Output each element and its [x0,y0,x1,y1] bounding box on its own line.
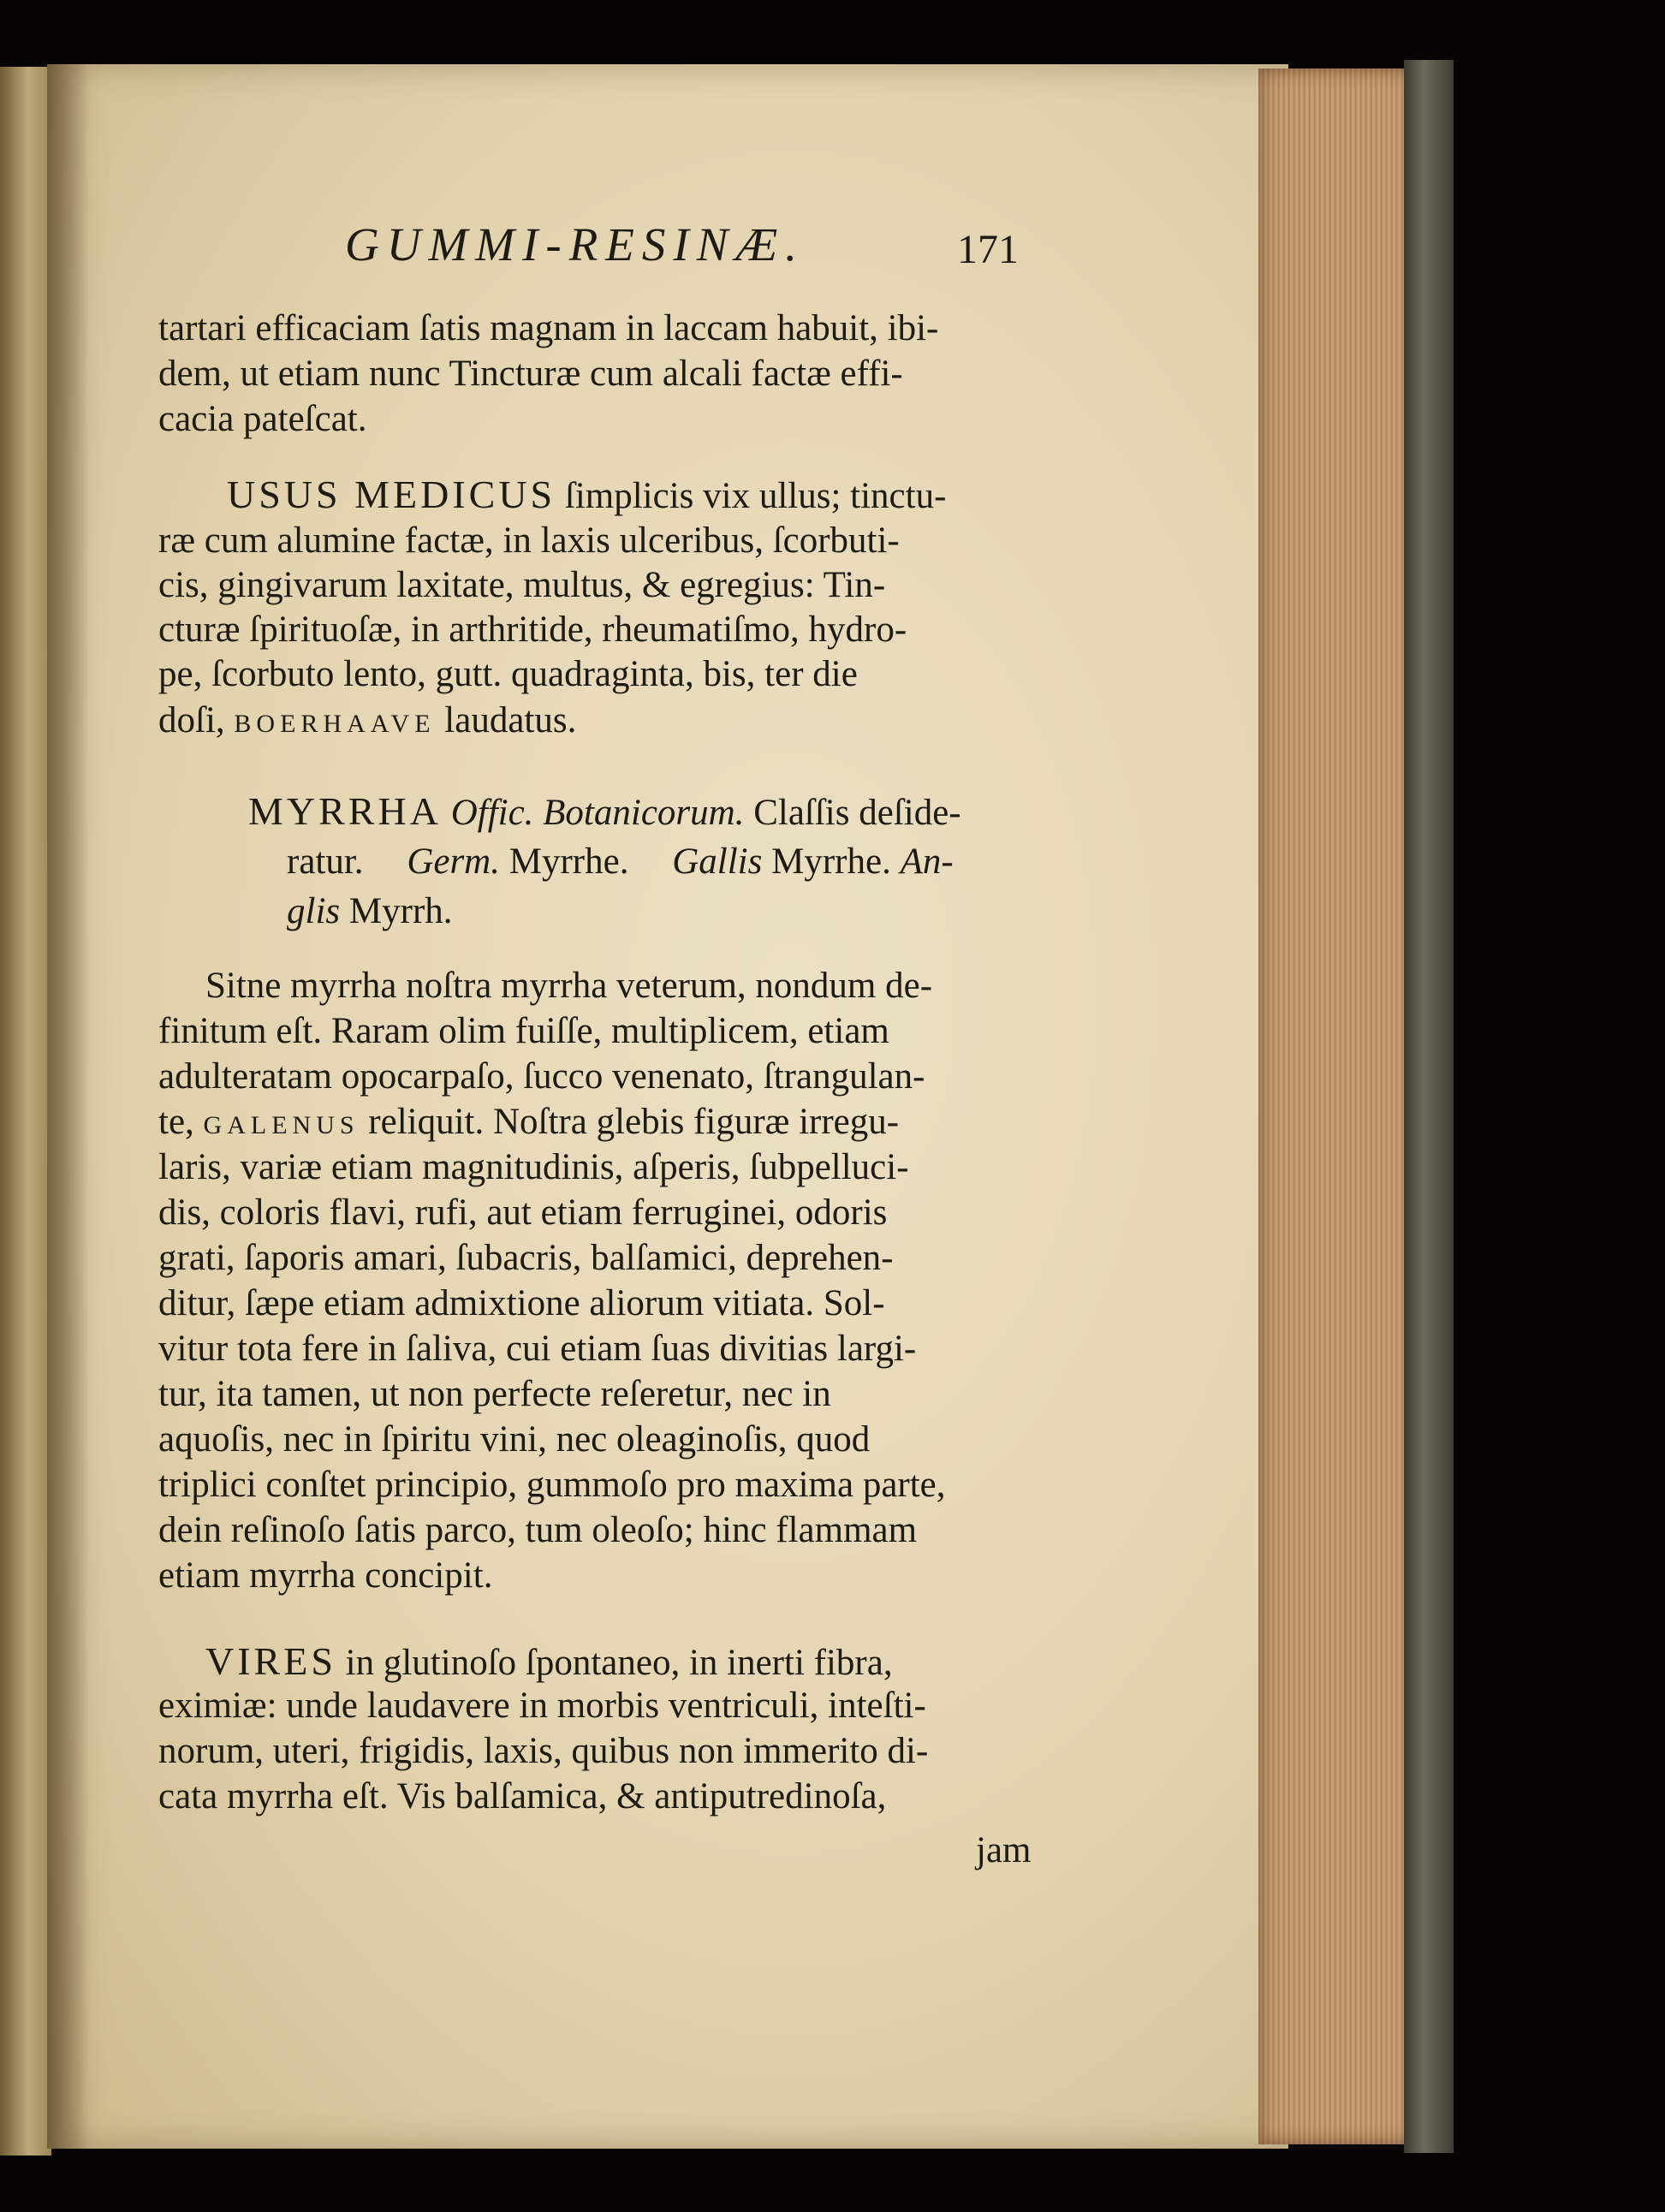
text-line: etiam myrrha concipit. [158,1555,493,1596]
text-line: norum, uteri, frigidis, laxis, quibus non immerito di- [158,1731,929,1771]
text-line: adulteratam opocarpaſo, ſucco venenato, ſtrangulan- [158,1056,925,1097]
book-cover-edge [1404,60,1454,2153]
text-line: triplici conſtet principio, gummoſo pro maxima parte, [158,1465,946,1505]
text-line: USUS MEDICUS ſimplicis vix ullus; tinctu- [227,473,947,516]
text-line: Sitne myrrha noſtra myrrha veterum, nondum de- [205,966,933,1006]
page-fore-edge [1258,68,1417,2144]
catchword: jam [976,1830,1032,1870]
text-line: laris, variæ etiam magnitudinis, aſperis, ſubpelluci- [158,1147,909,1187]
left-page-edge [0,67,51,2156]
text-line: pe, ſcorbuto lento, gutt. quadraginta, bis, ter die [158,654,858,694]
text-line: cacia pateſcat. [158,399,367,439]
text-line: te, GALENUS reliquit. Noſtra glebis figuræ irregu- [158,1102,900,1142]
text-line: dem, ut etiam nunc Tincturæ cum alcali factæ effi- [158,354,903,394]
author-name: GALENUS [203,1111,360,1139]
page-number: 171 [957,227,1019,272]
text-line: dein reſinoſo ſatis parco, tum oleoſo; hinc flammam [158,1510,918,1550]
text-line: grati, ſaporis amari, ſubacris, balſamici, deprehen- [158,1238,894,1278]
text-line: vitur tota fere in ſaliva, cui etiam ſuas divitias largi- [158,1329,917,1369]
text-line: MYRRHA Offic. Botanicorum. Claſſis deſide- [248,789,961,833]
text-line: ditur, ſæpe etiam admixtione aliorum vitiata. Sol- [158,1283,885,1323]
text-line: VIRES in glutinoſo ſpontaneo, in inerti fibra, [205,1639,893,1683]
text-line: doſi, BOERHAAVE laudatus. [158,700,577,740]
text-line: cis, gingivarum laxitate, multus, & egregius: Tin- [158,565,886,605]
section-heading: USUS MEDICUS [227,473,556,516]
text-line: finitum eſt. Raram olim fuiſſe, multiplicem, etiam [158,1011,889,1051]
text-line: dis, coloris flavi, rufi, aut etiam ferruginei, odoris [158,1192,888,1233]
entry-heading: MYRRHA [248,789,442,833]
text-line: tur, ita tamen, ut non perfecte reſeretur, nec in [158,1374,831,1414]
text-line: ratur. Germ. Myrrhe. Gallis Myrrhe. An- [287,841,954,882]
gutter-shadow [47,64,90,2149]
text-line: glis Myrrh. [287,891,453,931]
text-line: tartari efficaciam ſatis magnam in laccam habuit, ibi- [158,308,939,348]
text-line: cata myrrha eſt. Vis balſamica, & antiputredinoſa, [158,1776,887,1817]
running-title: GUMMI-RESINÆ. [345,218,806,271]
author-name: BOERHAAVE [234,710,436,738]
section-heading: VIRES [205,1639,336,1683]
text-line: aquoſis, nec in ſpiritu vini, nec oleaginoſis, quod [158,1419,871,1460]
text-line: eximiæ: unde laudavere in morbis ventriculi, inteſti- [158,1686,926,1726]
text-line: cturæ ſpirituoſæ, in arthritide, rheumatiſmo, hydro- [158,609,907,650]
text-line: ræ cum alumine factæ, in laxis ulceribus, ſcorbuti- [158,520,900,561]
